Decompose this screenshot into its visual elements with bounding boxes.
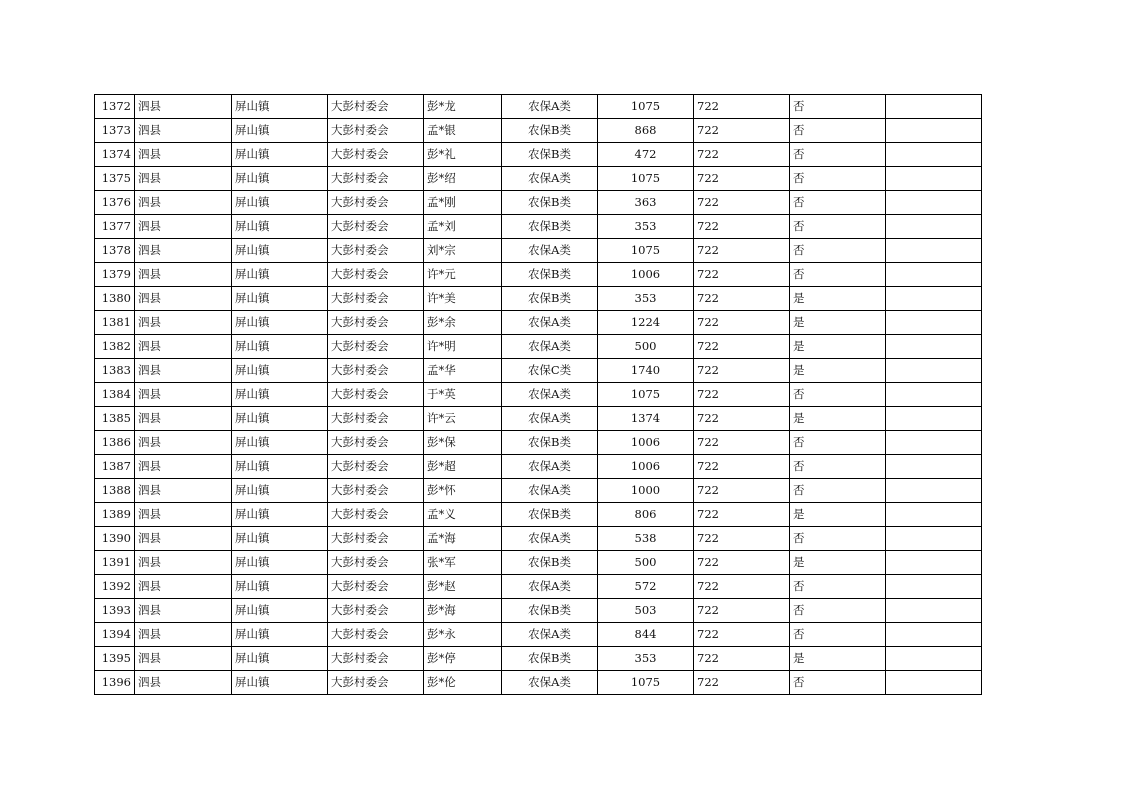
cell-remark — [886, 335, 982, 359]
cell-person-name: 彭*停 — [424, 647, 502, 671]
cell-county: 泗县 — [135, 647, 232, 671]
cell-amount: 1006 — [598, 455, 694, 479]
cell-flag: 否 — [790, 167, 886, 191]
cell-remark — [886, 623, 982, 647]
cell-standard: 722 — [694, 191, 790, 215]
table-row — [95, 167, 982, 191]
cell-flag: 是 — [790, 503, 886, 527]
cell-row-number: 1372 — [95, 95, 135, 119]
cell-town: 屏山镇 — [232, 599, 328, 623]
cell-county: 泗县 — [135, 527, 232, 551]
cell-flag: 否 — [790, 239, 886, 263]
cell-amount: 844 — [598, 623, 694, 647]
cell-remark — [886, 263, 982, 287]
cell-person-name: 彭*伦 — [424, 671, 502, 695]
cell-insurance-type: 农保A类 — [502, 671, 598, 695]
cell-village: 大彭村委会 — [328, 215, 424, 239]
cell-flag: 是 — [790, 359, 886, 383]
cell-insurance-type: 农保B类 — [502, 599, 598, 623]
cell-row-number: 1393 — [95, 599, 135, 623]
cell-person-name: 彭*永 — [424, 623, 502, 647]
cell-insurance-type: 农保B类 — [502, 263, 598, 287]
cell-village: 大彭村委会 — [328, 431, 424, 455]
cell-standard: 722 — [694, 119, 790, 143]
cell-insurance-type: 农保A类 — [502, 455, 598, 479]
cell-insurance-type: 农保B类 — [502, 143, 598, 167]
cell-town: 屏山镇 — [232, 215, 328, 239]
cell-standard: 722 — [694, 527, 790, 551]
cell-county: 泗县 — [135, 503, 232, 527]
cell-flag: 否 — [790, 455, 886, 479]
cell-county: 泗县 — [135, 431, 232, 455]
cell-person-name: 彭*超 — [424, 455, 502, 479]
cell-amount: 500 — [598, 335, 694, 359]
cell-remark — [886, 167, 982, 191]
cell-insurance-type: 农保A类 — [502, 527, 598, 551]
cell-county: 泗县 — [135, 551, 232, 575]
cell-row-number: 1387 — [95, 455, 135, 479]
cell-town: 屏山镇 — [232, 95, 328, 119]
cell-flag: 否 — [790, 95, 886, 119]
cell-remark — [886, 503, 982, 527]
cell-insurance-type: 农保A类 — [502, 623, 598, 647]
cell-flag: 否 — [790, 383, 886, 407]
cell-town: 屏山镇 — [232, 479, 328, 503]
cell-standard: 722 — [694, 143, 790, 167]
cell-standard: 722 — [694, 599, 790, 623]
cell-amount: 1075 — [598, 95, 694, 119]
cell-county: 泗县 — [135, 263, 232, 287]
cell-insurance-type: 农保B类 — [502, 287, 598, 311]
cell-row-number: 1386 — [95, 431, 135, 455]
cell-row-number: 1381 — [95, 311, 135, 335]
cell-amount: 1000 — [598, 479, 694, 503]
cell-row-number: 1375 — [95, 167, 135, 191]
cell-county: 泗县 — [135, 311, 232, 335]
cell-flag: 否 — [790, 191, 886, 215]
table-row — [95, 215, 982, 239]
table-row — [95, 551, 982, 575]
cell-village: 大彭村委会 — [328, 263, 424, 287]
cell-row-number: 1395 — [95, 647, 135, 671]
table-row — [95, 527, 982, 551]
cell-village: 大彭村委会 — [328, 335, 424, 359]
cell-village: 大彭村委会 — [328, 671, 424, 695]
cell-town: 屏山镇 — [232, 671, 328, 695]
cell-town: 屏山镇 — [232, 335, 328, 359]
cell-village: 大彭村委会 — [328, 143, 424, 167]
cell-standard: 722 — [694, 263, 790, 287]
cell-standard: 722 — [694, 431, 790, 455]
cell-town: 屏山镇 — [232, 359, 328, 383]
cell-person-name: 于*英 — [424, 383, 502, 407]
cell-insurance-type: 农保A类 — [502, 95, 598, 119]
cell-amount: 1374 — [598, 407, 694, 431]
table-row — [95, 95, 982, 119]
table-row — [95, 623, 982, 647]
cell-row-number: 1380 — [95, 287, 135, 311]
cell-remark — [886, 455, 982, 479]
cell-county: 泗县 — [135, 335, 232, 359]
cell-flag: 是 — [790, 311, 886, 335]
cell-county: 泗县 — [135, 191, 232, 215]
cell-county: 泗县 — [135, 119, 232, 143]
table-row — [95, 287, 982, 311]
cell-amount: 472 — [598, 143, 694, 167]
cell-person-name: 许*美 — [424, 287, 502, 311]
cell-person-name: 许*明 — [424, 335, 502, 359]
cell-village: 大彭村委会 — [328, 95, 424, 119]
table-row — [95, 191, 982, 215]
cell-row-number: 1379 — [95, 263, 135, 287]
cell-town: 屏山镇 — [232, 503, 328, 527]
cell-amount: 503 — [598, 599, 694, 623]
cell-row-number: 1385 — [95, 407, 135, 431]
table-row — [95, 671, 982, 695]
cell-amount: 353 — [598, 287, 694, 311]
cell-standard: 722 — [694, 239, 790, 263]
cell-village: 大彭村委会 — [328, 359, 424, 383]
cell-insurance-type: 农保B类 — [502, 119, 598, 143]
cell-remark — [886, 431, 982, 455]
cell-amount: 363 — [598, 191, 694, 215]
cell-town: 屏山镇 — [232, 239, 328, 263]
table-row — [95, 239, 982, 263]
table-row — [95, 335, 982, 359]
cell-insurance-type: 农保B类 — [502, 215, 598, 239]
cell-remark — [886, 575, 982, 599]
cell-row-number: 1378 — [95, 239, 135, 263]
cell-village: 大彭村委会 — [328, 191, 424, 215]
cell-town: 屏山镇 — [232, 167, 328, 191]
cell-town: 屏山镇 — [232, 287, 328, 311]
cell-village: 大彭村委会 — [328, 527, 424, 551]
cell-standard: 722 — [694, 167, 790, 191]
cell-remark — [886, 215, 982, 239]
cell-remark — [886, 119, 982, 143]
cell-person-name: 孟*刚 — [424, 191, 502, 215]
cell-town: 屏山镇 — [232, 143, 328, 167]
cell-town: 屏山镇 — [232, 311, 328, 335]
table-row — [95, 359, 982, 383]
table-row — [95, 503, 982, 527]
cell-standard: 722 — [694, 647, 790, 671]
cell-insurance-type: 农保A类 — [502, 383, 598, 407]
cell-amount: 1075 — [598, 239, 694, 263]
cell-person-name: 孟*海 — [424, 527, 502, 551]
cell-flag: 是 — [790, 335, 886, 359]
cell-row-number: 1396 — [95, 671, 135, 695]
cell-flag: 是 — [790, 407, 886, 431]
cell-person-name: 孟*银 — [424, 119, 502, 143]
table-row — [95, 599, 982, 623]
cell-row-number: 1392 — [95, 575, 135, 599]
cell-row-number: 1376 — [95, 191, 135, 215]
cell-remark — [886, 671, 982, 695]
table-row — [95, 263, 982, 287]
cell-remark — [886, 95, 982, 119]
cell-flag: 否 — [790, 599, 886, 623]
cell-village: 大彭村委会 — [328, 167, 424, 191]
cell-county: 泗县 — [135, 359, 232, 383]
cell-insurance-type: 农保A类 — [502, 479, 598, 503]
cell-standard: 722 — [694, 95, 790, 119]
cell-flag: 否 — [790, 479, 886, 503]
cell-amount: 806 — [598, 503, 694, 527]
cell-row-number: 1391 — [95, 551, 135, 575]
cell-standard: 722 — [694, 551, 790, 575]
cell-flag: 是 — [790, 287, 886, 311]
cell-village: 大彭村委会 — [328, 383, 424, 407]
cell-row-number: 1374 — [95, 143, 135, 167]
cell-remark — [886, 359, 982, 383]
cell-person-name: 孟*义 — [424, 503, 502, 527]
cell-insurance-type: 农保B类 — [502, 647, 598, 671]
cell-standard: 722 — [694, 215, 790, 239]
cell-town: 屏山镇 — [232, 527, 328, 551]
cell-county: 泗县 — [135, 383, 232, 407]
cell-county: 泗县 — [135, 599, 232, 623]
cell-person-name: 彭*海 — [424, 599, 502, 623]
cell-person-name: 孟*刘 — [424, 215, 502, 239]
cell-standard: 722 — [694, 671, 790, 695]
cell-flag: 是 — [790, 551, 886, 575]
cell-standard: 722 — [694, 455, 790, 479]
cell-village: 大彭村委会 — [328, 479, 424, 503]
cell-person-name: 彭*绍 — [424, 167, 502, 191]
cell-standard: 722 — [694, 287, 790, 311]
cell-village: 大彭村委会 — [328, 287, 424, 311]
cell-county: 泗县 — [135, 479, 232, 503]
cell-county: 泗县 — [135, 95, 232, 119]
cell-remark — [886, 191, 982, 215]
cell-amount: 500 — [598, 551, 694, 575]
cell-village: 大彭村委会 — [328, 455, 424, 479]
cell-person-name: 彭*余 — [424, 311, 502, 335]
cell-amount: 1075 — [598, 671, 694, 695]
cell-person-name: 彭*赵 — [424, 575, 502, 599]
cell-remark — [886, 647, 982, 671]
cell-town: 屏山镇 — [232, 431, 328, 455]
cell-town: 屏山镇 — [232, 455, 328, 479]
cell-person-name: 孟*华 — [424, 359, 502, 383]
table-row — [95, 575, 982, 599]
cell-amount: 1075 — [598, 167, 694, 191]
cell-flag: 否 — [790, 263, 886, 287]
cell-insurance-type: 农保A类 — [502, 335, 598, 359]
cell-insurance-type: 农保B类 — [502, 503, 598, 527]
cell-amount: 1006 — [598, 263, 694, 287]
cell-standard: 722 — [694, 623, 790, 647]
cell-county: 泗县 — [135, 671, 232, 695]
data-table — [94, 94, 982, 695]
cell-village: 大彭村委会 — [328, 623, 424, 647]
cell-row-number: 1394 — [95, 623, 135, 647]
cell-remark — [886, 407, 982, 431]
cell-row-number: 1382 — [95, 335, 135, 359]
cell-row-number: 1384 — [95, 383, 135, 407]
cell-standard: 722 — [694, 503, 790, 527]
cell-village: 大彭村委会 — [328, 239, 424, 263]
table-row — [95, 431, 982, 455]
cell-county: 泗县 — [135, 455, 232, 479]
cell-village: 大彭村委会 — [328, 575, 424, 599]
cell-row-number: 1377 — [95, 215, 135, 239]
cell-row-number: 1388 — [95, 479, 135, 503]
cell-village: 大彭村委会 — [328, 551, 424, 575]
table-row — [95, 383, 982, 407]
cell-remark — [886, 311, 982, 335]
cell-insurance-type: 农保B类 — [502, 551, 598, 575]
cell-town: 屏山镇 — [232, 191, 328, 215]
cell-town: 屏山镇 — [232, 263, 328, 287]
cell-remark — [886, 239, 982, 263]
cell-amount: 353 — [598, 215, 694, 239]
cell-insurance-type: 农保A类 — [502, 239, 598, 263]
table-row — [95, 479, 982, 503]
cell-flag: 否 — [790, 575, 886, 599]
cell-village: 大彭村委会 — [328, 119, 424, 143]
cell-standard: 722 — [694, 575, 790, 599]
table-body — [95, 95, 982, 695]
cell-person-name: 许*云 — [424, 407, 502, 431]
cell-amount: 1075 — [598, 383, 694, 407]
cell-county: 泗县 — [135, 407, 232, 431]
cell-amount: 572 — [598, 575, 694, 599]
cell-flag: 否 — [790, 431, 886, 455]
cell-town: 屏山镇 — [232, 623, 328, 647]
cell-village: 大彭村委会 — [328, 647, 424, 671]
cell-person-name: 刘*宗 — [424, 239, 502, 263]
cell-standard: 722 — [694, 407, 790, 431]
cell-insurance-type: 农保A类 — [502, 575, 598, 599]
cell-flag: 否 — [790, 671, 886, 695]
document-page — [94, 94, 982, 695]
cell-insurance-type: 农保B类 — [502, 431, 598, 455]
cell-village: 大彭村委会 — [328, 311, 424, 335]
cell-person-name: 张*军 — [424, 551, 502, 575]
cell-insurance-type: 农保B类 — [502, 191, 598, 215]
table-row — [95, 647, 982, 671]
cell-standard: 722 — [694, 359, 790, 383]
cell-person-name: 彭*保 — [424, 431, 502, 455]
table-row — [95, 119, 982, 143]
cell-row-number: 1390 — [95, 527, 135, 551]
cell-remark — [886, 383, 982, 407]
cell-row-number: 1389 — [95, 503, 135, 527]
table-row — [95, 407, 982, 431]
cell-flag: 否 — [790, 119, 886, 143]
cell-insurance-type: 农保A类 — [502, 407, 598, 431]
cell-flag: 否 — [790, 143, 886, 167]
cell-amount: 353 — [598, 647, 694, 671]
cell-standard: 722 — [694, 479, 790, 503]
cell-amount: 1006 — [598, 431, 694, 455]
cell-town: 屏山镇 — [232, 575, 328, 599]
cell-insurance-type: 农保A类 — [502, 167, 598, 191]
cell-village: 大彭村委会 — [328, 599, 424, 623]
cell-county: 泗县 — [135, 575, 232, 599]
cell-row-number: 1383 — [95, 359, 135, 383]
cell-remark — [886, 551, 982, 575]
cell-town: 屏山镇 — [232, 647, 328, 671]
cell-town: 屏山镇 — [232, 119, 328, 143]
cell-standard: 722 — [694, 311, 790, 335]
cell-county: 泗县 — [135, 623, 232, 647]
cell-town: 屏山镇 — [232, 551, 328, 575]
cell-county: 泗县 — [135, 287, 232, 311]
table-row — [95, 311, 982, 335]
table-row — [95, 455, 982, 479]
cell-person-name: 彭*怀 — [424, 479, 502, 503]
cell-person-name: 许*元 — [424, 263, 502, 287]
cell-village: 大彭村委会 — [328, 503, 424, 527]
cell-insurance-type: 农保C类 — [502, 359, 598, 383]
cell-amount: 1224 — [598, 311, 694, 335]
cell-insurance-type: 农保A类 — [502, 311, 598, 335]
table-row — [95, 143, 982, 167]
cell-flag: 否 — [790, 215, 886, 239]
cell-town: 屏山镇 — [232, 407, 328, 431]
cell-county: 泗县 — [135, 239, 232, 263]
cell-amount: 538 — [598, 527, 694, 551]
cell-person-name: 彭*礼 — [424, 143, 502, 167]
cell-flag: 是 — [790, 647, 886, 671]
cell-county: 泗县 — [135, 143, 232, 167]
cell-town: 屏山镇 — [232, 383, 328, 407]
cell-remark — [886, 527, 982, 551]
cell-row-number: 1373 — [95, 119, 135, 143]
cell-village: 大彭村委会 — [328, 407, 424, 431]
cell-amount: 1740 — [598, 359, 694, 383]
cell-county: 泗县 — [135, 215, 232, 239]
cell-person-name: 彭*龙 — [424, 95, 502, 119]
cell-amount: 868 — [598, 119, 694, 143]
cell-remark — [886, 599, 982, 623]
cell-standard: 722 — [694, 335, 790, 359]
cell-flag: 否 — [790, 623, 886, 647]
cell-remark — [886, 143, 982, 167]
cell-standard: 722 — [694, 383, 790, 407]
cell-remark — [886, 479, 982, 503]
cell-county: 泗县 — [135, 167, 232, 191]
cell-remark — [886, 287, 982, 311]
cell-flag: 否 — [790, 527, 886, 551]
